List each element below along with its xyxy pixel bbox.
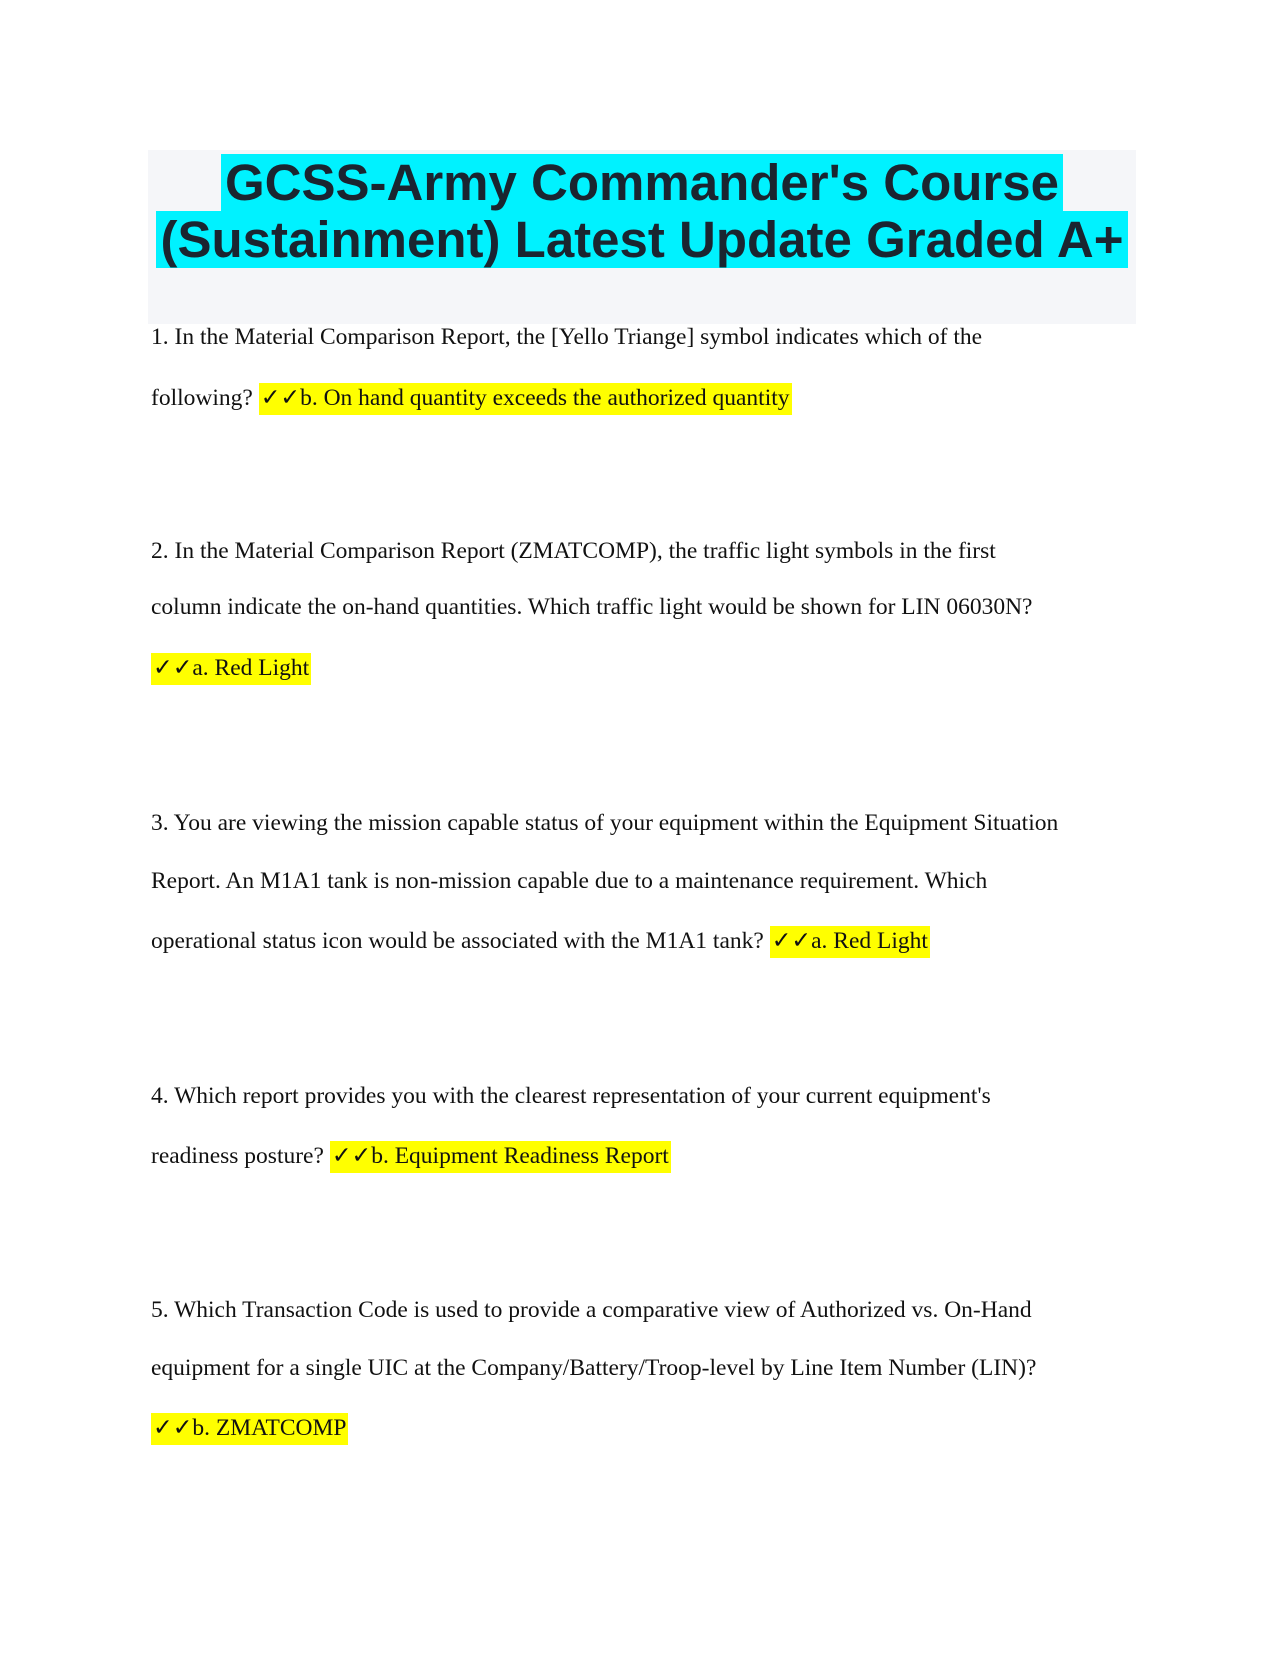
question-3-last-line: operational status icon would be associated with the M1A1 tank? ✓✓a. Red Light [151,926,930,956]
answer-highlight: ✓✓b. Equipment Readiness Report [330,1141,671,1173]
document-title-block [148,150,1136,324]
question-3-text-line-2: Report. An M1A1 tank is non-mission capable due to a maintenance requirement. Which [151,868,988,894]
question-5-answer-line [151,1413,348,1443]
question-2-text-line-2: column indicate the on-hand quantities. Which traffic light would be shown for LIN 06030N? [151,594,1033,620]
question-2-answer-line [151,653,311,683]
question-5-text: 5. Which Transaction Code is used to provide a comparative view of Authorized vs. On-Hand [151,1297,1032,1323]
document-title-line-1: GCSS-Army Commander's Course [148,154,1136,212]
question-1-text: 1. In the Material Comparison Report, the [Yello Triange] symbol indicates which of the [151,324,983,350]
question-5-text-line-2: equipment for a single UIC at the Company/Battery/Troop-level by Line Item Number (LIN)? [151,1355,1037,1381]
question-1-last-line: following? ✓✓b. On hand quantity exceeds the authorized quantity [151,383,792,413]
question-4-last-line: readiness posture? ✓✓b. Equipment Readiness Report [151,1141,671,1171]
answer-highlight: ✓✓b. On hand quantity exceeds the authorized quantity [259,383,792,415]
question-3-text: 3. You are viewing the mission capable status of your equipment within the Equipment Situation [151,810,1059,836]
answer-highlight: ✓✓b. ZMATCOMP [151,1413,348,1445]
answer-highlight: ✓✓a. Red Light [151,653,311,685]
question-2-text: 2. In the Material Comparison Report (ZMATCOMP), the traffic light symbols in the first [151,538,996,564]
document-title-line-2: (Sustainment) Latest Update Graded A+ [148,211,1136,269]
question-4-text: 4. Which report provides you with the clearest representation of your current equipment's [151,1083,991,1109]
answer-highlight: ✓✓a. Red Light [770,926,930,958]
